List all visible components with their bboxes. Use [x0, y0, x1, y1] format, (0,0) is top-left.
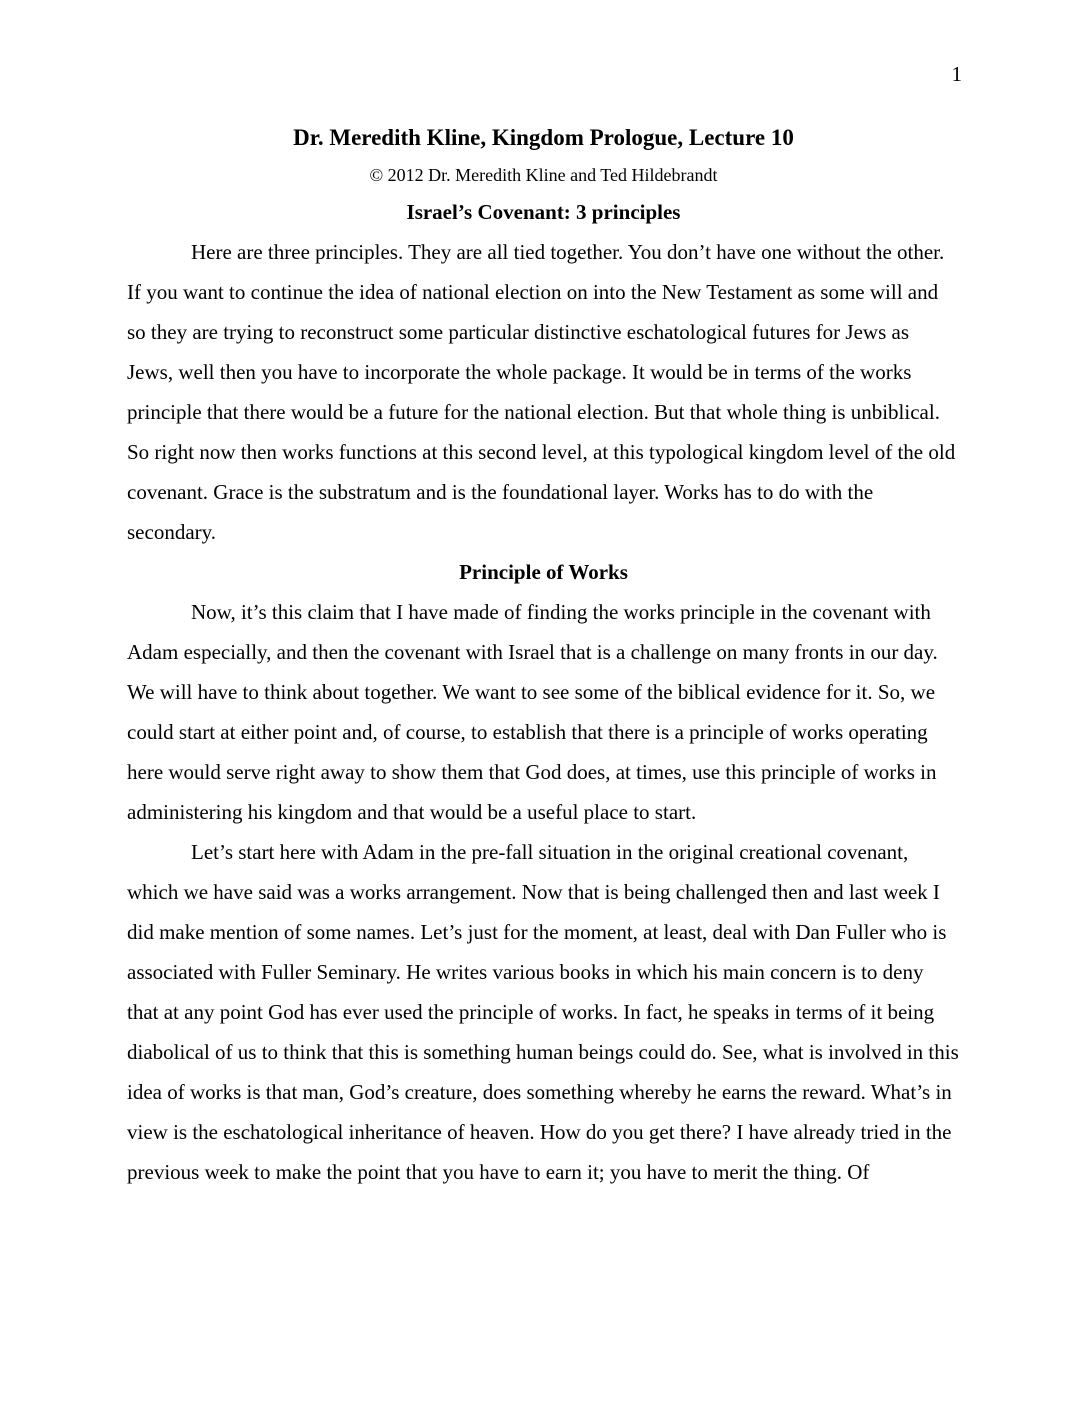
section-heading-israels-covenant: Israel’s Covenant: 3 principles — [406, 200, 681, 224]
section-heading-principle-of-works: Principle of Works — [459, 560, 628, 584]
paragraph-three-principles: Here are three principles. They are all tied together. You don’t have one without the other. If you want to continue the idea of national election on into the New Testament as some will and so they are trying to reconstruct some particular distinctive eschatological futures for Jews as Jews, well then you have to incorporate the whole package. It would be in terms of the works principle that there would be a future for the national election. But that whole thing is unbiblical. So right now then works functions at this second level, at this typological kingdom level of the old covenant. Grace is the substratum and is the foundational layer. Works has to do with the secondary. — [127, 240, 956, 544]
copyright-line: © 2012 Dr. Meredith Kline and Ted Hildebrandt — [369, 165, 718, 185]
document-title: Dr. Meredith Kline, Kingdom Prologue, Lecture 10 — [293, 125, 794, 150]
paragraph-works-claim: Now, it’s this claim that I have made of finding the works principle in the covenant with Adam especially, and then the covenant with Israel that is a challenge on many fronts in our day. We will have to think about together. We want to see some of the biblical evidence for it. So, we could start at either point and, of course, to establish that there is a principle of works operating here would serve right away to show them that God does, at times, use this principle of works in administering his kingdom and that would be a useful place to start. — [127, 600, 938, 824]
page-number: 1 — [951, 62, 962, 86]
paragraph-adam-prefall: Let’s start here with Adam in the pre-fall situation in the original creational covenant, which we have said was a works arrangement. Now that is being challenged then and last week I did make mention of some names. Let’s just for the moment, at least, deal with Dan Fuller who is associated with Fuller Seminary. He writes various books in which his main concern is to deny that at any point God has ever used the principle of works. In fact, he speaks in terms of it being diabolical of us to think that this is something human beings could do. See, what is involved in this idea of works is that man, God’s creature, does something whereby he earns the reward. What’s in view is the eschatological inheritance of heaven. How do you get there? I have already tried in the previous week to make the point that you have to earn it; you have to merit the thing. Of — [127, 840, 959, 1184]
document-content — [127, 118, 960, 1192]
